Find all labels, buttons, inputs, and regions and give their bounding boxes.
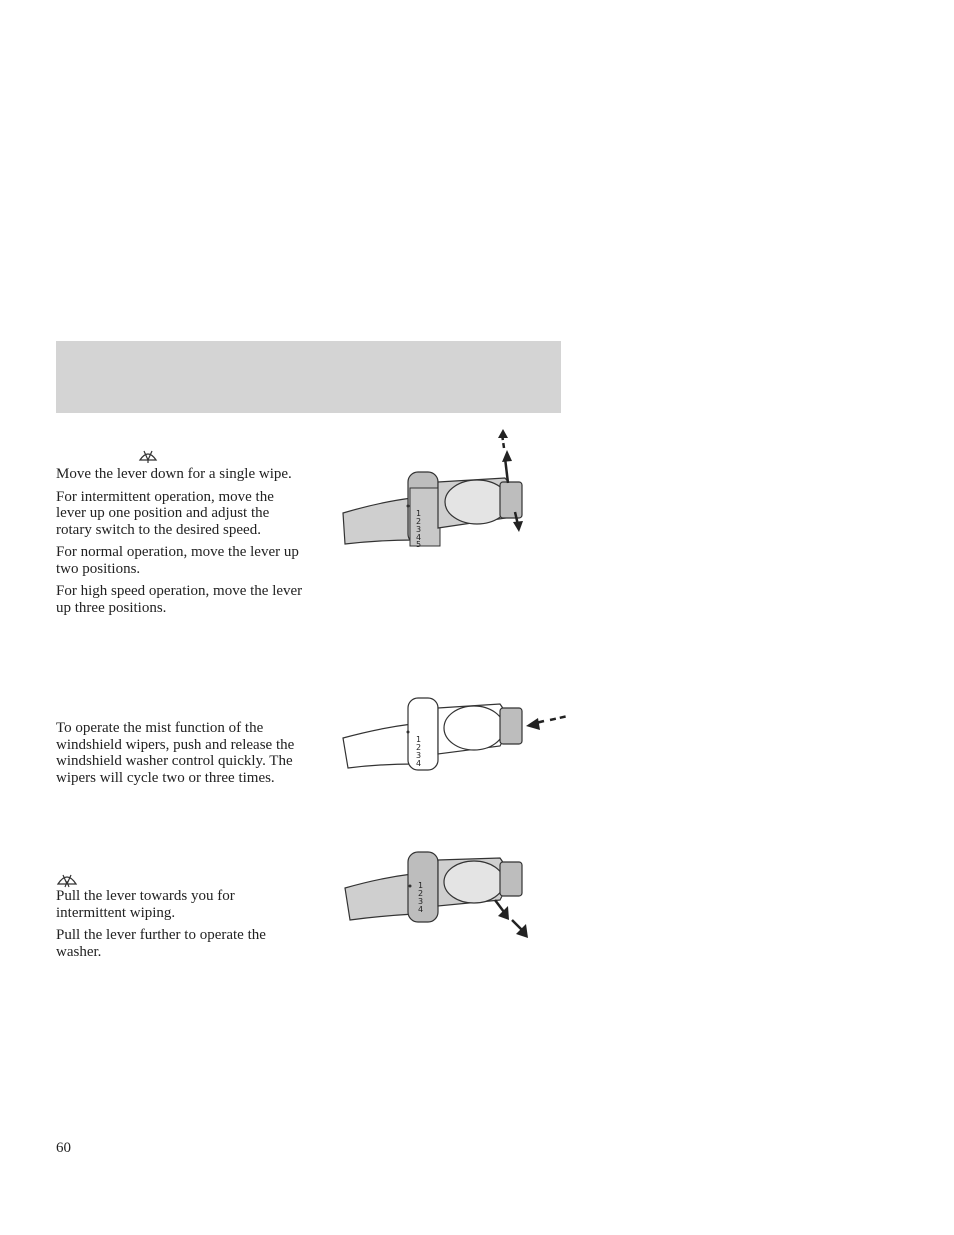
windshield-wiper-icon — [138, 446, 304, 466]
washer-para-washer: Pull the lever further to operate the washer. — [56, 927, 266, 960]
wiper-lever-mist-figure — [340, 690, 570, 780]
windshield-washer-icon — [56, 868, 304, 888]
mist-para: To operate the mist function of the windshield wipers, push and release the windshield washer control quickly. The wipers will cycle two or three times. — [56, 720, 295, 786]
svg-text:2: 2 — [418, 889, 424, 898]
svg-text:3: 3 — [416, 751, 422, 760]
speed-label-3: 3 — [416, 525, 422, 534]
svg-text:3: 3 — [418, 897, 424, 906]
speed-label-4: 4 — [416, 533, 422, 542]
wiper-section — [56, 446, 304, 622]
mist-section — [56, 720, 304, 792]
wiper-para-intermittent: For intermittent operation, move the lever up one position and adjust the rotary switch to the desired speed. — [56, 488, 274, 538]
wiper-lever-up-down-figure — [340, 428, 560, 558]
svg-text:4: 4 — [418, 905, 424, 914]
speed-label-1: 1 — [416, 509, 422, 518]
speed-label-5: 5 — [416, 540, 422, 549]
wiper-para-single: Move the lever down for a single wipe. — [56, 466, 292, 482]
svg-text:2: 2 — [416, 743, 422, 752]
wiper-lever-pull-figure — [340, 848, 560, 943]
washer-section — [56, 868, 304, 966]
section-header-band — [56, 341, 561, 413]
speed-label-2: 2 — [416, 517, 422, 526]
page-number: 60 — [56, 1140, 71, 1156]
svg-text:1: 1 — [418, 881, 424, 890]
wiper-para-high: For high speed operation, move the lever up three positions. — [56, 583, 303, 616]
washer-para-intermittent: Pull the lever towards you for intermittent wiping. — [56, 888, 235, 921]
wiper-para-normal: For normal operation, move the lever up two positions. — [56, 544, 299, 577]
svg-text:4: 4 — [416, 759, 422, 768]
svg-text:1: 1 — [416, 735, 422, 744]
